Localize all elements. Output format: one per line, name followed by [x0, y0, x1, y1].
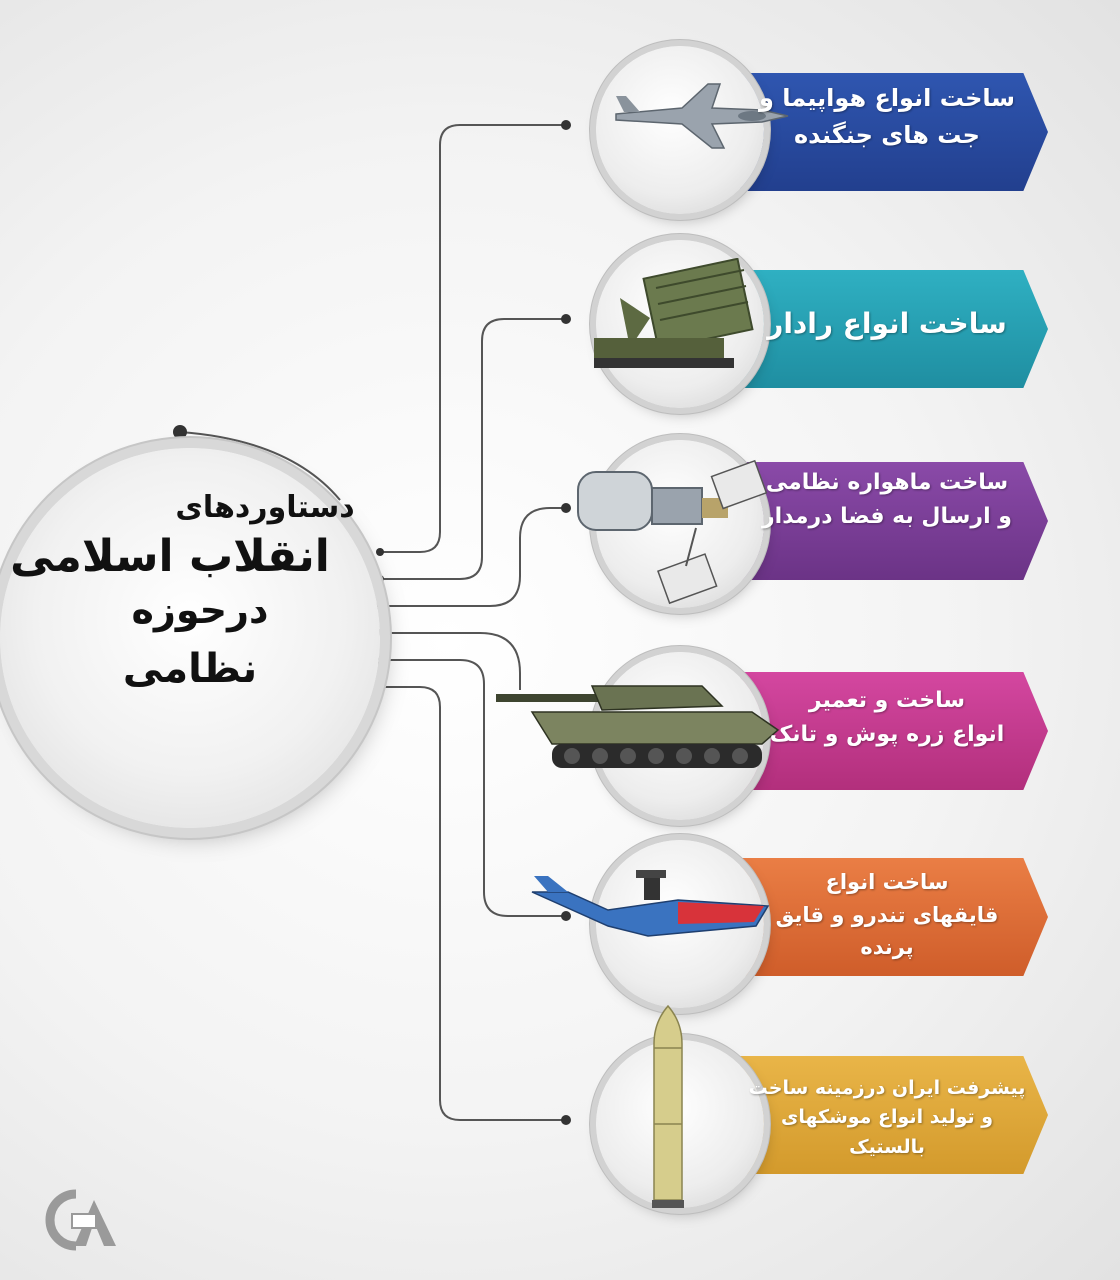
label-jets-line1: ساخت انواع هواپیما و	[758, 84, 1016, 112]
hub-title-line4: نظامی	[122, 646, 258, 692]
label-radar-line1: ساخت انواع رادار	[767, 307, 1007, 340]
hub-title-line3: درحوزه	[131, 588, 269, 632]
label-jets-line2: جت های جنگنده	[794, 121, 980, 150]
satellite-icon	[566, 458, 774, 608]
label-boat	[748, 866, 1026, 964]
label-boat-line1: ساخت انواع	[825, 870, 949, 894]
label-missile-line2: و تولید انواع موشکهای بالستیک	[780, 1106, 994, 1158]
label-satellite-line2: و ارسال به فضا درمدار	[762, 504, 1012, 530]
label-boat-line2: قایقهای تندرو و قایق پرنده	[775, 902, 999, 960]
brand-logo-icon	[28, 1188, 124, 1252]
radar-icon	[590, 258, 754, 378]
label-missile-line1: پیشرفت ایران درزمینه ساخت	[748, 1077, 1026, 1099]
label-radar	[748, 302, 1026, 345]
hub-title	[0, 490, 355, 692]
tank-icon	[492, 672, 784, 776]
flying-boat-icon	[528, 866, 774, 950]
label-missile	[748, 1074, 1026, 1162]
label-satellite-line1: ساخت ماهواره نظامی	[765, 470, 1009, 495]
missile-icon	[648, 1004, 688, 1210]
label-tank-line2: انواع زره پوش و تانک	[769, 722, 1005, 748]
hub-title-line1: دستاوردهای	[175, 490, 355, 525]
label-tank	[748, 684, 1026, 752]
label-jets	[748, 80, 1026, 154]
hub-title-line2: انقلاب اسلامی	[10, 531, 330, 582]
label-tank-line1: ساخت و تعمیر	[808, 688, 966, 713]
label-satellite	[748, 466, 1026, 534]
